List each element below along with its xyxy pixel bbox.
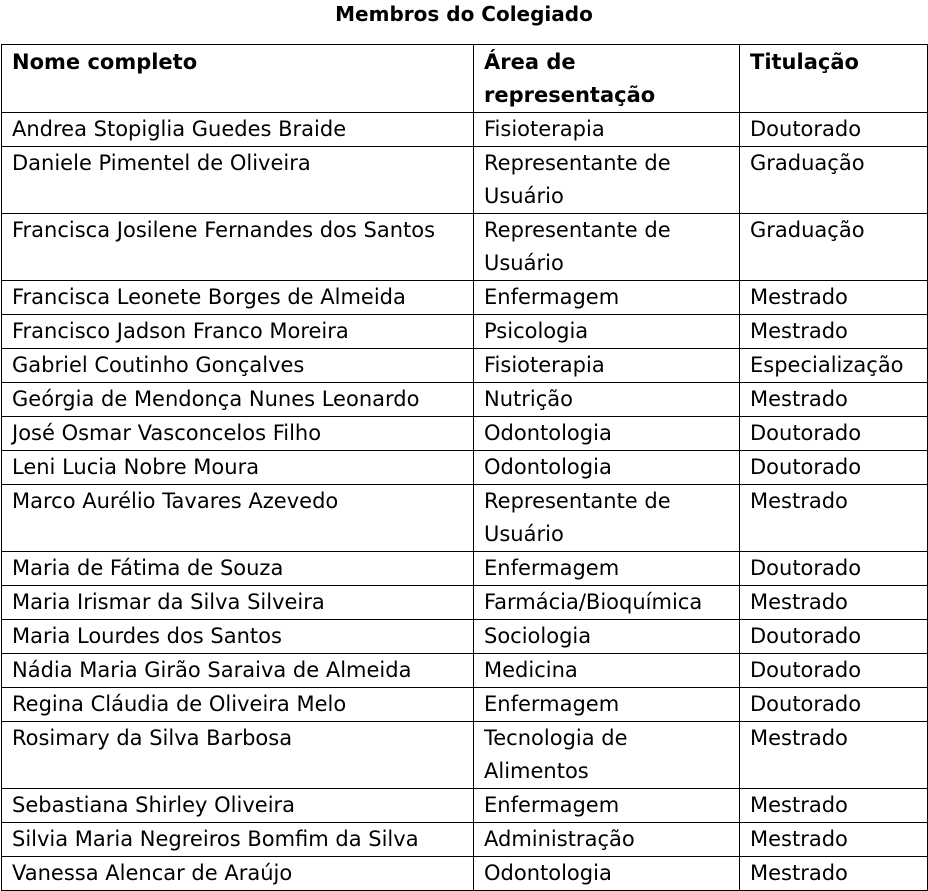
- cell-name: Gabriel Coutinho Gonçalves: [2, 349, 474, 383]
- cell-name: Silvia Maria Negreiros Bomfim da Silva: [2, 823, 474, 857]
- table-row: [2, 552, 928, 586]
- cell-area: Tecnologia de Alimentos: [474, 722, 740, 789]
- table-row: [2, 823, 928, 857]
- table-row: [2, 722, 928, 789]
- cell-area: Nutrição: [474, 383, 740, 417]
- cell-degree: Graduação: [740, 214, 928, 281]
- cell-degree: Doutorado: [740, 654, 928, 688]
- cell-area: Fisioterapia: [474, 113, 740, 147]
- cell-area: Medicina: [474, 654, 740, 688]
- cell-area: Farmácia/Bioquímica: [474, 586, 740, 620]
- column-header-degree: Titulação: [740, 45, 928, 113]
- cell-name: Sebastiana Shirley Oliveira: [2, 789, 474, 823]
- table-row: [2, 281, 928, 315]
- cell-area: Odontologia: [474, 417, 740, 451]
- cell-area: Enfermagem: [474, 688, 740, 722]
- table-row: [2, 586, 928, 620]
- table-row: [2, 789, 928, 823]
- cell-name: Nádia Maria Girão Saraiva de Almeida: [2, 654, 474, 688]
- cell-area: Enfermagem: [474, 281, 740, 315]
- cell-degree: Mestrado: [740, 722, 928, 789]
- cell-area: Representante de Usuário: [474, 485, 740, 552]
- cell-area: Enfermagem: [474, 552, 740, 586]
- cell-area: Fisioterapia: [474, 349, 740, 383]
- column-header-name: Nome completo: [2, 45, 474, 113]
- cell-degree: Doutorado: [740, 552, 928, 586]
- cell-name: Marco Aurélio Tavares Azevedo: [2, 485, 474, 552]
- cell-area: Psicologia: [474, 315, 740, 349]
- cell-degree: Graduação: [740, 147, 928, 214]
- cell-name: José Osmar Vasconcelos Filho: [2, 417, 474, 451]
- cell-area: Odontologia: [474, 451, 740, 485]
- table-header-row: [2, 45, 928, 113]
- cell-name: Francisca Leonete Borges de Almeida: [2, 281, 474, 315]
- cell-name: Francisco Jadson Franco Moreira: [2, 315, 474, 349]
- table-row: [2, 417, 928, 451]
- cell-name: Geórgia de Mendonça Nunes Leonardo: [2, 383, 474, 417]
- table-row: [2, 857, 928, 891]
- cell-degree: Mestrado: [740, 857, 928, 891]
- cell-degree: Mestrado: [740, 485, 928, 552]
- table-row: [2, 451, 928, 485]
- table-row: [2, 654, 928, 688]
- cell-name: Regina Cláudia de Oliveira Melo: [2, 688, 474, 722]
- cell-name: Rosimary da Silva Barbosa: [2, 722, 474, 789]
- cell-name: Andrea Stopiglia Guedes Braide: [2, 113, 474, 147]
- cell-degree: Doutorado: [740, 451, 928, 485]
- cell-degree: Mestrado: [740, 281, 928, 315]
- cell-name: Maria Irismar da Silva Silveira: [2, 586, 474, 620]
- cell-area: Administração: [474, 823, 740, 857]
- column-header-area: Área de representação: [474, 45, 740, 113]
- cell-area: Enfermagem: [474, 789, 740, 823]
- cell-degree: Mestrado: [740, 383, 928, 417]
- cell-name: Maria de Fátima de Souza: [2, 552, 474, 586]
- members-table: [1, 44, 928, 891]
- cell-name: Francisca Josilene Fernandes dos Santos: [2, 214, 474, 281]
- cell-degree: Doutorado: [740, 417, 928, 451]
- cell-degree: Doutorado: [740, 620, 928, 654]
- cell-degree: Mestrado: [740, 586, 928, 620]
- cell-area: Representante de Usuário: [474, 147, 740, 214]
- table-row: [2, 315, 928, 349]
- cell-degree: Doutorado: [740, 113, 928, 147]
- cell-degree: Mestrado: [740, 823, 928, 857]
- table-row: [2, 485, 928, 552]
- cell-name: Daniele Pimentel de Oliveira: [2, 147, 474, 214]
- cell-area: Sociologia: [474, 620, 740, 654]
- cell-area: Odontologia: [474, 857, 740, 891]
- table-row: [2, 383, 928, 417]
- page-title: Membros do Colegiado: [335, 2, 593, 26]
- cell-name: Leni Lucia Nobre Moura: [2, 451, 474, 485]
- table-row: [2, 113, 928, 147]
- table-row: [2, 349, 928, 383]
- cell-degree: Mestrado: [740, 315, 928, 349]
- cell-degree: Mestrado: [740, 789, 928, 823]
- table-row: [2, 620, 928, 654]
- table-row: [2, 688, 928, 722]
- cell-name: Maria Lourdes dos Santos: [2, 620, 474, 654]
- table-row: [2, 147, 928, 214]
- cell-degree: Doutorado: [740, 688, 928, 722]
- cell-area: Representante de Usuário: [474, 214, 740, 281]
- cell-name: Vanessa Alencar de Araújo: [2, 857, 474, 891]
- cell-degree: Especialização: [740, 349, 928, 383]
- members-table-body: [2, 113, 928, 891]
- table-row: [2, 214, 928, 281]
